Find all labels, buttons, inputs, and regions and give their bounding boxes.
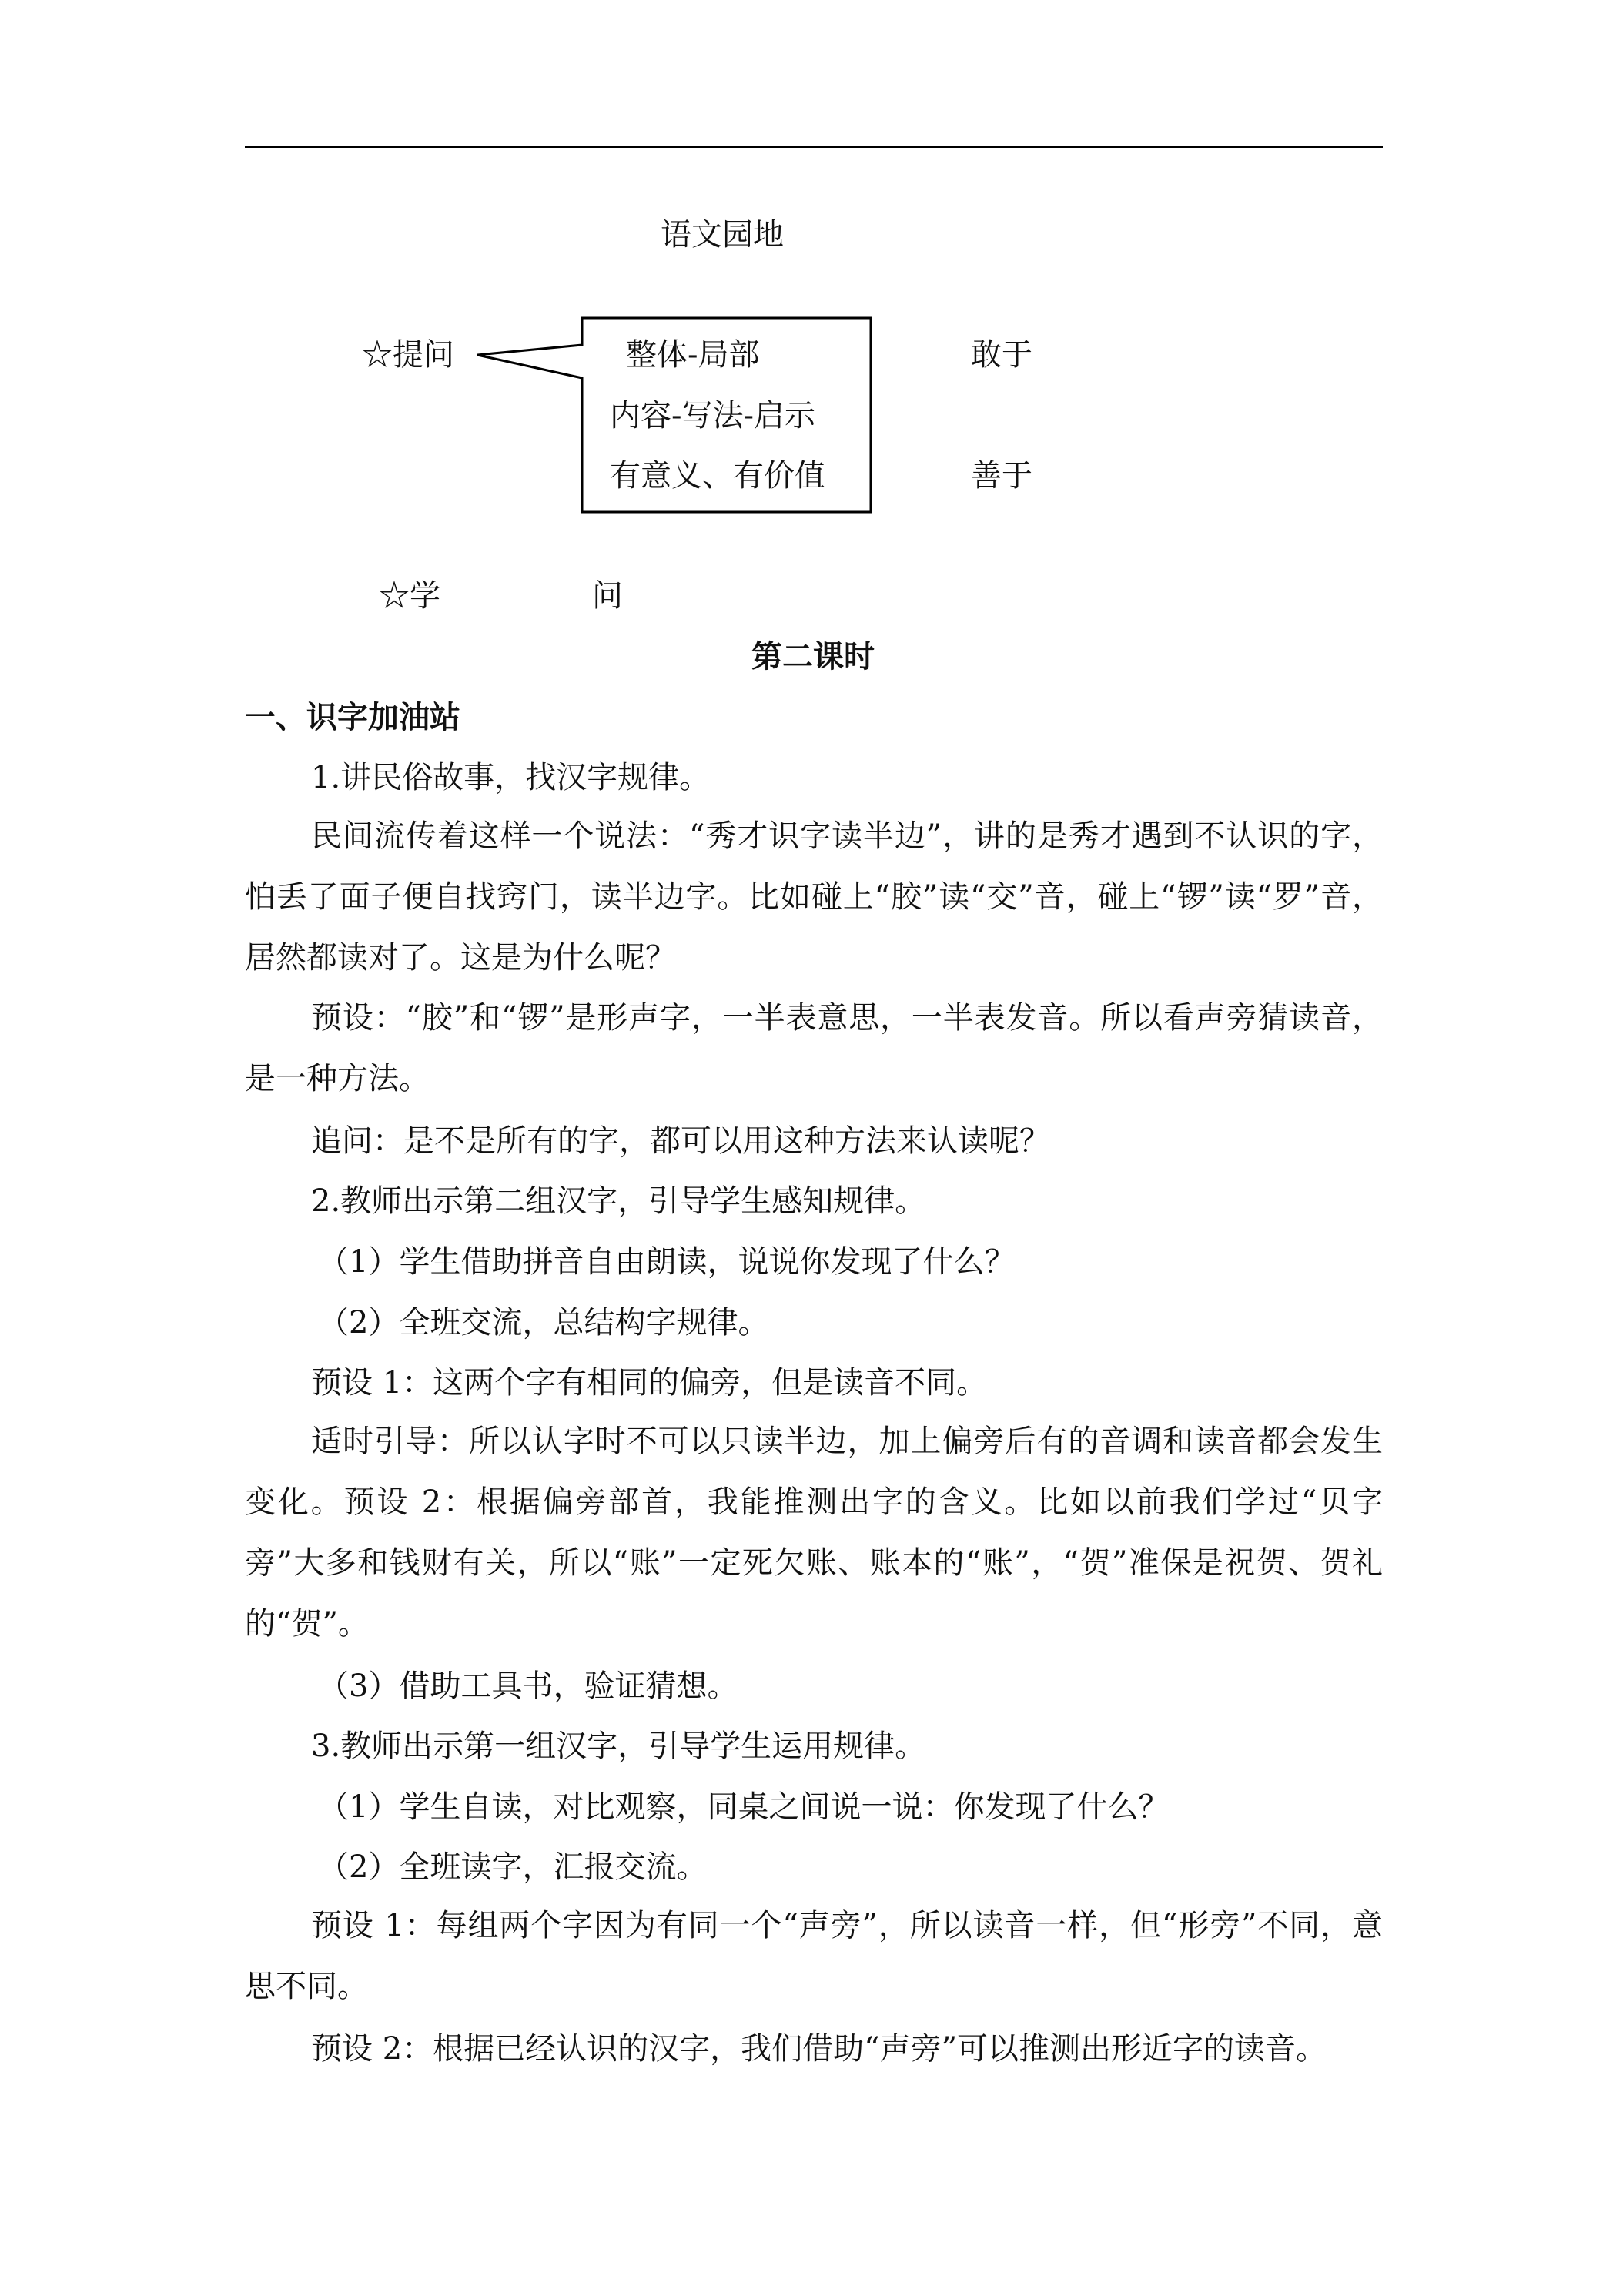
paragraph-guidance: 适时引导：所以认字时不可以只读半边，加上偏旁后有的音调和读音都会发生变化。预设 2：根据偏旁部首，我能推测出字的含义。比如以前我们学过“贝字旁”大多和钱财有关，所以“账”一定死欠账、账本的“账”，“贺”准保是祝贺、贺礼的“贺”。 <box>245 1424 1383 1642</box>
section-heading: 一、识字加油站 <box>245 699 460 735</box>
item-2-2: （2）全班交流，总结构字规律。 <box>318 1305 769 1340</box>
page-title: 语文园地 <box>661 217 784 253</box>
mindmap-right-bottom: 善于 <box>971 458 1032 494</box>
item-2-3: （3）借助工具书，验证猜想。 <box>318 1668 738 1704</box>
mindmap-box-line-3: 有意义、有价值 <box>610 458 825 494</box>
callout-diagram <box>0 0 1623 616</box>
mindmap-left-label: ☆提问 <box>362 337 454 373</box>
mindmap-box-line-2: 内容-写法-启示 <box>610 398 816 433</box>
lesson-heading: 第二课时 <box>751 638 875 674</box>
mindmap-bottom-left: ☆学 <box>379 578 440 614</box>
paragraph-preset: 预设：“胶”和“锣”是形声字，一半表意思，一半表发音。所以看声旁猜读音，是一种方法。 <box>245 1000 1383 1096</box>
mindmap-bottom-right: 问 <box>592 578 623 614</box>
paragraph-story: 民间流传着这样一个说法：“秀才识字读半边”，讲的是秀才遇到不认识的字，怕丢了面子便自找窍门，读半边字。比如碰上“胶”读“交”音，碰上“锣”读“罗”音，居然都读对了。这是为什么呢？ <box>245 818 1383 976</box>
item-3-2: （2）全班读字，汇报交流。 <box>318 1849 708 1885</box>
item-3-1: （1）学生自读，对比观察，同桌之间说一说：你发现了什么？ <box>318 1789 1170 1825</box>
item-3: 3.教师出示第一组汉字，引导学生运用规律。 <box>311 1729 926 1764</box>
item-2: 2.教师出示第二组汉字，引导学生感知规律。 <box>311 1183 926 1219</box>
mindmap-right-top: 敢于 <box>971 337 1032 373</box>
item-followup: 追问：是不是所有的字，都可以用这种方法来认读呢？ <box>311 1123 1050 1159</box>
mindmap-box-line-1: 整体-局部 <box>626 337 760 373</box>
paragraph-preset-1b: 预设 1：每组两个字因为有同一个“声旁”，所以读音一样，但“形旁”不同，意思不同。 <box>245 1908 1383 2004</box>
item-2-1: （1）学生借助拼音自由朗读，说说你发现了什么？ <box>318 1244 1016 1280</box>
item-preset-1: 预设 1：这两个字有相同的偏旁，但是读音不同。 <box>311 1365 988 1401</box>
item-preset-2b: 预设 2：根据已经认识的汉字，我们借助“声旁”可以推测出形近字的读音。 <box>311 2031 1327 2067</box>
item-1: 1.讲民俗故事，找汉字规律。 <box>311 760 711 795</box>
